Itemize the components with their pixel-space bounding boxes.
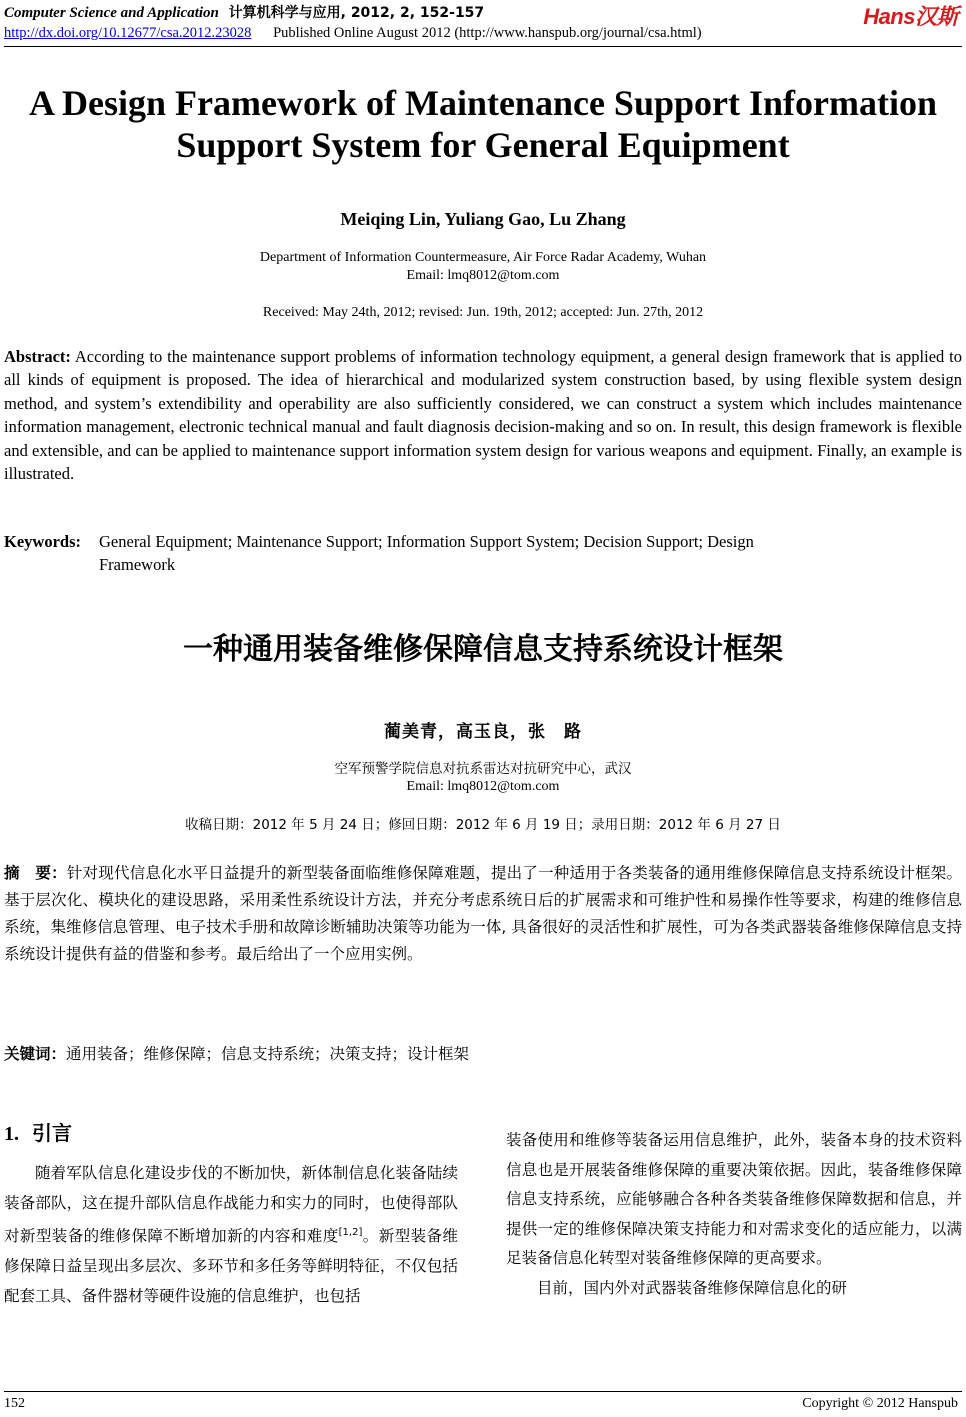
keywords-line-1: General Equipment; Maintenance Support; Information Support System; Decision Support; Design xyxy=(99,532,754,551)
journal-cn-info: 计算机科学与应用, 2012, 2, 152-157 xyxy=(228,5,485,21)
abstract-cn xyxy=(4,860,962,968)
body-paragraph xyxy=(4,1159,458,1311)
section-number: 1. xyxy=(4,1123,19,1145)
doi-line xyxy=(4,25,702,42)
body-paragraph: 装备使用和维修等装备运用信息维护，此外，装备本身的技术资料信息也是开展装备维修保障的重要决策依据。因此，装备维修保障信息支持系统，应能够融合各种各类装备维修保障数据和信息，并提供一定的维修保障决策支持能力和对需求变化的适应能力，以满足装备信息化转型对装备维修保障的更高要求。 xyxy=(506,1131,962,1268)
published-info: Published Online August 2012 (http://www.hanspub.org/journal/csa.html) xyxy=(273,25,702,41)
journal-name: Computer Science and Application xyxy=(4,5,219,21)
affiliation-cn: 空军预警学院信息对抗系雷达对抗研究中心，武汉 xyxy=(334,761,632,777)
email-cn: Email: lmq8012@tom.com xyxy=(406,779,560,794)
paper-title-cn: 一种通用装备维修保障信息支持系统设计框架 xyxy=(183,632,783,667)
keywords-line-2: Framework xyxy=(99,555,176,574)
footer-rule xyxy=(4,1391,962,1392)
hanspub-logo: Hans汉斯 xyxy=(863,4,958,29)
paper-title-en xyxy=(0,82,966,166)
abstract-cn-text: 针对现代信息化水平日益提升的新型装备面临维修保障难题，提出了一种适用于各类装备的通用维修保障信息支持系统设计框架。基于层次化、模块化的建设思路，采用柔性系统设计方法，并充分考虑系统日后的扩展需求和可维护性和易操作性等要求，构建的维修信息系统，集维修信息管理、电子技术手册和故障诊断辅助决策等功能为一体, 具备很好的灵活性和扩展性，可为各类武器装备维修保障信息支持系统设计提供有益的借鉴和参考。最后给出了一个应用实例。 xyxy=(4,864,962,963)
keywords-en xyxy=(4,530,754,574)
email-en: Email: lmq8012@tom.com xyxy=(406,268,560,283)
body-left-column xyxy=(4,1159,458,1311)
authors-cn: 蔺美青，高玉良，张 路 xyxy=(384,722,582,742)
header-rule xyxy=(4,46,962,47)
received-en: Received: May 24th, 2012; revised: Jun. 19th, 2012; accepted: Jun. 27th, 2012 xyxy=(262,305,704,320)
section-heading xyxy=(4,1117,72,1146)
abstract-text: According to the maintenance support problems of information technology equipment, a general design framework that is applied to all kinds of equipment is proposed. The idea of hierarchical and modularized system construction based, by using flexible system design method, and system’s extendibility and operability are also sufficiently considered, we can construct a system which includes maintenance information management, electronic technical manual and fault diagnosis decision-making and so on. In result, this design framework is flexible and extensible, and can be applied to maintenance support information system design for various weapons and equipment. Finally, an example is illustrated. xyxy=(4,347,962,484)
keywords-value xyxy=(99,530,919,576)
citation: [1,2] xyxy=(338,1227,363,1239)
journal-header xyxy=(4,2,484,22)
page-number: 152 xyxy=(4,1396,25,1411)
body-paragraph: 目前，国内外对武器装备维修保障信息化的研 xyxy=(537,1278,848,1297)
affiliation-en: Department of Information Countermeasure, Air Force Radar Academy, Wuhan xyxy=(259,250,707,265)
keywords-cn-text: 通用装备；维修保障；信息支持系统；决策支持；设计框架 xyxy=(66,1045,470,1063)
copyright: Copyright © 2012 Hanspub xyxy=(802,1396,958,1411)
abstract-cn-label: 摘 要： xyxy=(4,864,67,882)
left-text-b: 。新型装备维修保障日益呈现出多层次、多环节和多任务等鲜明特征，不仅包括配套工具、备件器材等硬件设施的信息维护，也包括 xyxy=(4,1227,458,1305)
abstract-en xyxy=(4,345,962,485)
keywords-label: Keywords: xyxy=(4,532,81,551)
title-line-2: Support System for General Equipment xyxy=(176,125,790,165)
received-cn: 收稿日期：2012 年 5 月 24 日；修回日期：2012 年 6 月 19 日；录用日期：2012 年 6 月 27 日 xyxy=(185,817,781,833)
keywords-cn xyxy=(4,1041,962,1068)
abstract-label: Abstract: xyxy=(4,347,71,366)
doi-link[interactable]: http://dx.doi.org/10.12677/csa.2012.23028 xyxy=(4,25,252,41)
left-text-a: 随着军队信息化建设步伐的不断加快，新体制信息化装备陆续装备部队，这在提升部队信息作战能力和实力的同时，也使得部队对新型装备的维修保障不断增加新的内容和难度 xyxy=(4,1164,458,1246)
section-title: 引言 xyxy=(32,1121,72,1145)
title-line-1: A Design Framework of Maintenance Support Information xyxy=(29,83,937,123)
authors-en: Meiqing Lin, Yuliang Gao, Lu Zhang xyxy=(340,209,626,229)
keywords-cn-label: 关键词： xyxy=(4,1045,67,1063)
body-right-column xyxy=(506,1126,962,1304)
